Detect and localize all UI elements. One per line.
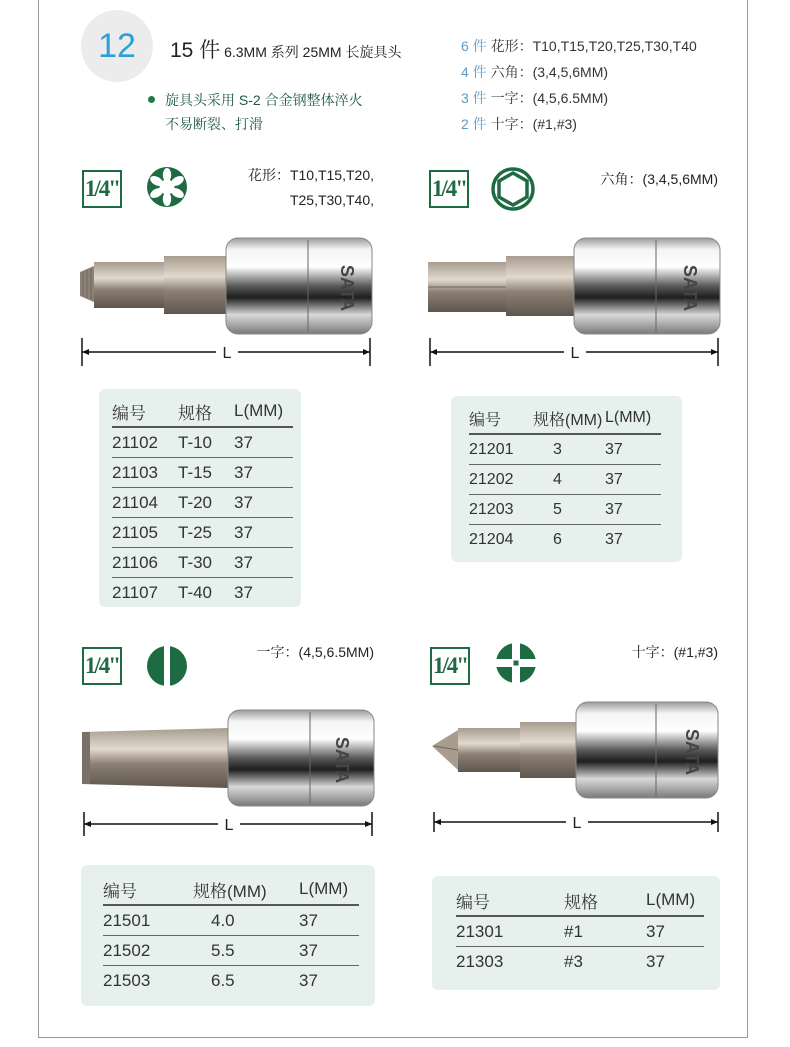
col-header: 编号 [456,885,564,916]
slotted-length-label: L [224,817,234,834]
torx-star-icon [146,166,188,208]
table-row: 21201 3 37 [469,434,661,465]
table-row: 21107 T-40 37 [112,582,253,602]
table-row: 21103 T-15 37 [112,458,293,488]
hex-spec-table [451,396,682,562]
section-number-badge: 12 [81,10,153,82]
table-row: 21106 T-30 37 [112,548,293,578]
col-header: 编号 [469,403,533,434]
col-header: L(MM) [646,885,704,916]
spec-list [461,33,697,137]
torx-label-line-1: 花形：T10,T15,T20, [247,167,374,183]
title-detail: 6.3MM 系列 25MM 长旋具头 [220,44,402,60]
feature-line-1: 旋具头采用 S-2 合金钢整体淬火 [165,92,363,108]
feature-bullet [148,88,363,136]
slotted-spec-table [81,865,375,1006]
phillips-length-label: L [572,815,582,832]
svg-text:SATA: SATA [680,264,700,312]
page-title [170,34,401,64]
drive-size-badge: 1/4" [82,170,122,208]
col-header: 规格(MM) [193,874,299,905]
table-row: 21203 5 37 [469,495,661,525]
svg-text:SATA: SATA [682,728,702,776]
col-header: 编号 [103,874,193,905]
phillips-spec-table [432,876,720,990]
table-row: 21303 #3 37 [456,951,665,971]
col-header: 规格 [178,396,234,427]
bullet-dot-icon [148,96,155,103]
hex-spec-label: 六角：(3,4,5,6MM) [600,171,718,187]
table-row: 21102 T-10 37 [112,427,293,458]
torx-length-label: L [222,345,232,362]
table-row: 21301 #1 37 [456,916,704,947]
col-header: 编号 [112,396,178,427]
drive-size-badge: 1/4" [430,647,470,685]
drive-size-badge: 1/4" [429,170,469,208]
svg-text:SATA: SATA [337,264,357,312]
slotted-icon [146,645,188,687]
feature-line-2: 不易断裂、打滑 [165,116,263,132]
phillips-bit-socket-image [428,700,724,835]
torx-spec-label [220,163,374,213]
table-row: 21503 6.5 37 [103,970,318,990]
hex-bit-socket-image [424,236,724,371]
col-header: 规格 [564,885,646,916]
svg-text:SATA: SATA [332,736,352,784]
spec-item: 6 件 花形：T10,T15,T20,T25,T30,T40 [461,38,697,54]
slotted-bit-socket-image [78,708,378,843]
col-header: L(MM) [234,396,293,427]
table-row: 21502 5.5 37 [103,936,359,966]
drive-size-badge: 1/4" [82,647,122,685]
title-count: 15 件 [170,39,221,62]
phillips-cross-icon [495,642,537,684]
hex-length-label: L [570,345,580,362]
table-row: 21105 T-25 37 [112,518,293,548]
col-header: 规格(MM) [533,403,605,434]
table-row: 21104 T-20 37 [112,488,293,518]
table-row: 21501 4.0 37 [103,905,359,936]
col-header: L(MM) [605,403,661,434]
hexagon-icon [491,167,535,211]
spec-item: 2 件 十字：(#1,#3) [461,116,577,132]
col-header: L(MM) [299,874,359,905]
spec-item: 4 件 六角：(3,4,5,6MM) [461,64,609,80]
torx-spec-table [99,389,301,607]
torx-label-line-2: T25,T30,T40, [289,192,374,208]
table-row: 21204 6 37 [469,530,623,548]
slotted-spec-label: 一字：(4,5,6.5MM) [256,644,374,660]
table-row: 21202 4 37 [469,465,661,495]
spec-item: 3 件 一字：(4,5,6.5MM) [461,90,609,106]
phillips-spec-label: 十字：(#1,#3) [631,644,718,660]
torx-bit-socket-image [76,236,376,371]
